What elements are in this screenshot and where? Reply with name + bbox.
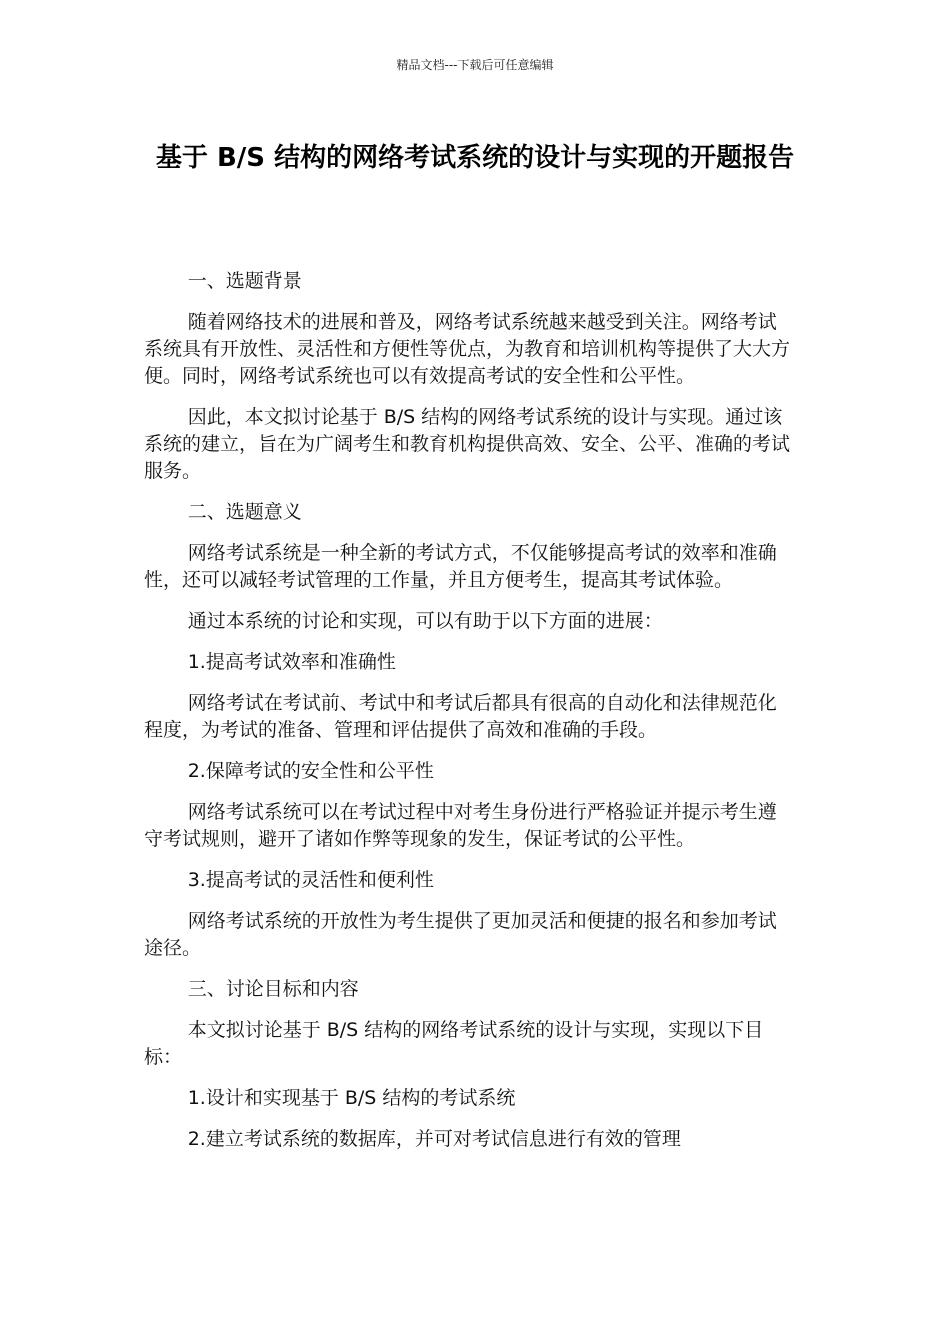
subheading-security: 2.保障考试的安全性和公平性 (187, 760, 434, 782)
paragraph-significance: 网络考试系统是一种全新的考试方式，不仅能够提高考试的效率和准确性，还可以减轻考试管理的工作量，并且方便考生，提高其考试体验。 (144, 542, 777, 591)
subheading-efficiency: 1.提高考试效率和准确性 (187, 651, 396, 673)
paragraph-security: 网络考试系统可以在考试过程中对考生身份进行严格验证并提示考生遵守考试规则，避开了诸如作弊等现象的发生，保证考试的公平性。 (144, 801, 777, 850)
section-heading-significance: 二、选题意义 (187, 501, 302, 523)
paragraph-progress-intro: 通过本系统的讨论和实现，可以有助于以下方面的进展： (187, 610, 663, 632)
document-body (144, 268, 794, 1167)
goal-item-2: 2.建立考试系统的数据库，并可对考试信息进行有效的管理 (187, 1128, 681, 1150)
paragraph-goals: 本文拟讨论基于 B/S 结构的网络考试系统的设计与实现，实现以下目标： (144, 1019, 764, 1068)
goal-item-1: 1.设计和实现基于 B/S 结构的考试系统 (187, 1087, 516, 1109)
paragraph-flexibility: 网络考试系统的开放性为考生提供了更加灵活和便捷的报名和参加考试途径。 (144, 910, 777, 959)
paragraph-purpose: 因此，本文拟讨论基于 B/S 结构的网络考试系统的设计与实现。通过该系统的建立，旨在为广阔考生和教育机构提供高效、安全、公平、准确的考试服务。 (144, 406, 791, 482)
paragraph-efficiency: 网络考试在考试前、考试中和考试后都具有很高的自动化和法律规范化程度，为考试的准备、管理和评估提供了高效和准确的手段。 (144, 692, 777, 741)
page-header: 精品文档---下载后可任意编辑 (396, 58, 554, 72)
section-heading-background: 一、选题背景 (187, 270, 302, 292)
document-title: 基于 B/S 结构的网络考试系统的设计与实现的开题报告 (155, 143, 795, 173)
subheading-flexibility: 3.提高考试的灵活性和便利性 (187, 869, 434, 891)
section-heading-goals: 三、讨论目标和内容 (187, 978, 359, 1000)
paragraph-background: 随着网络技术的进展和普及，网络考试系统越来越受到关注。网络考试系统具有开放性、灵活性和方便性等优点，为教育和培训机构等提供了大大方便。同时，网络考试系统也可以有效提高考试的安全性和公平性。 (144, 311, 791, 387)
